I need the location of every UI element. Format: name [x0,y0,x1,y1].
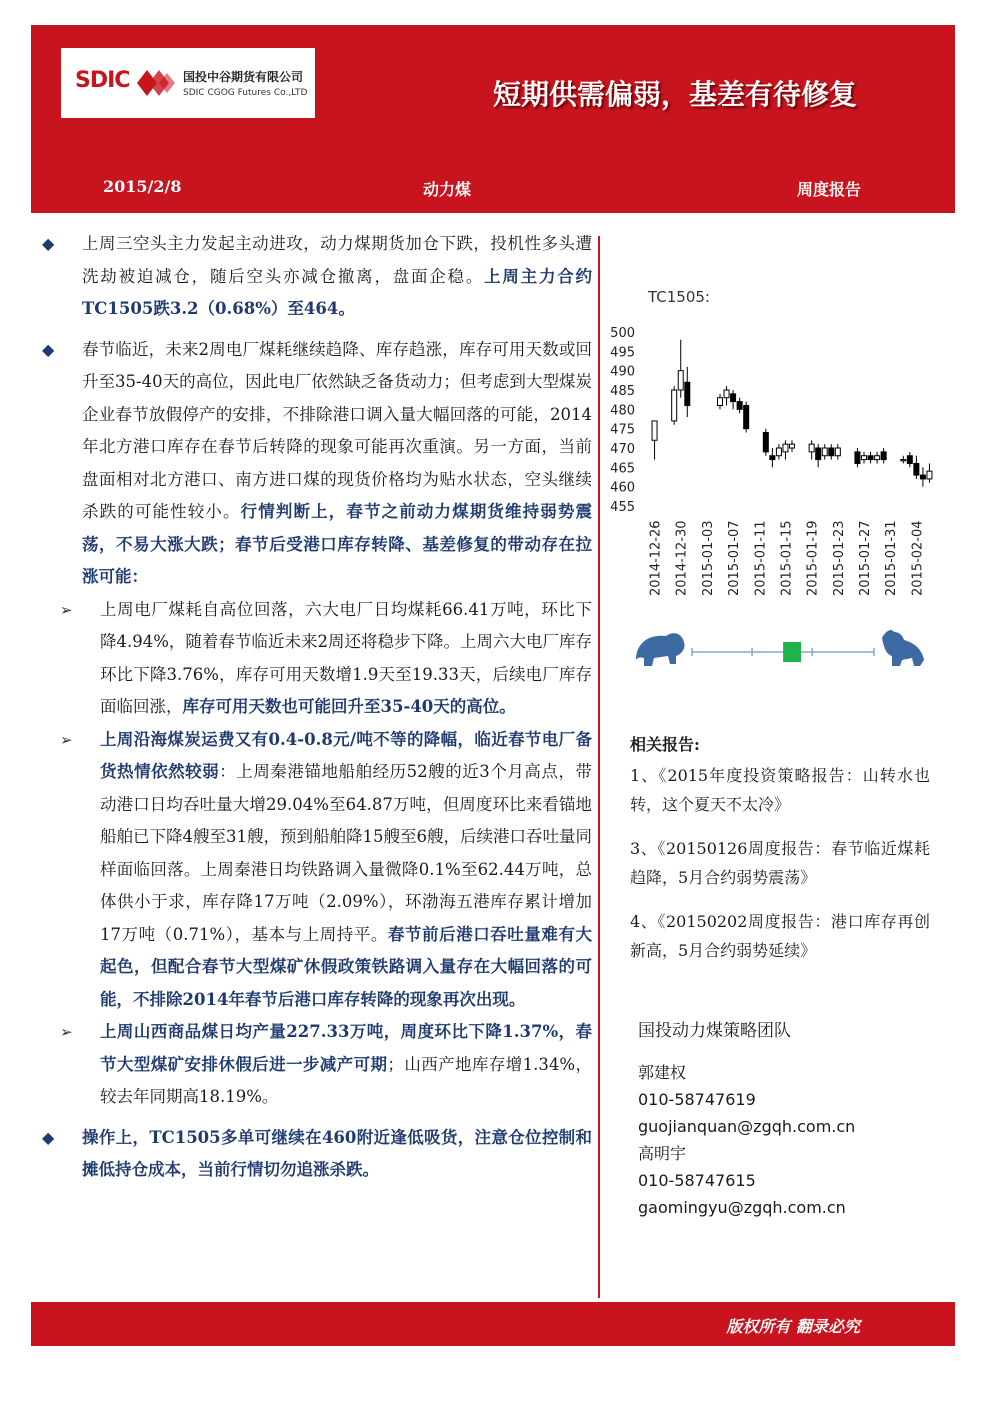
x-tick-label: 2015-01-15 [779,520,795,596]
y-tick-label: 480 [610,403,635,419]
related-report-link[interactable]: 4、《20150202周度报告：港口库存再创新高，5月合约弱势延续》 [630,912,930,960]
bear-icon [636,633,685,666]
bull-icon [882,630,924,666]
company-name-cn: 国投中谷期货有限公司 [183,70,304,84]
sentiment-marker [783,642,801,662]
x-tick-label: 2015-01-27 [858,520,873,596]
report-type: 周度报告 [797,180,862,199]
candle-body [744,405,749,428]
report-date: 2015/2/8 [103,177,182,196]
related-reports [630,730,930,980]
analyst-name: 郭建权 [638,1063,687,1082]
candle-body [862,456,867,460]
paragraph: ◆ 操作上，TC1505多单可继续在460附近逢低吸货，注意仓位控制和摊低持仓成本，当前行情切勿追涨杀跌。 [40,1122,592,1187]
analyst-phone: 010-58747619 [638,1090,756,1109]
team-title: 国投动力煤策略团队 [638,1021,791,1041]
y-tick-label: 475 [610,422,635,438]
candle-body [816,448,821,460]
main-text [40,228,592,1187]
sentiment-indicator [630,620,930,680]
report-header [31,25,955,213]
x-tick-label: 2015-01-07 [727,520,743,596]
candle-body [875,456,880,460]
x-tick-label: 2015-01-23 [831,520,847,596]
y-tick-label: 485 [610,384,635,399]
chart-title: TC1505: [648,288,710,306]
analyst-name: 高明宇 [638,1144,687,1163]
x-tick-label: 2014-12-30 [674,520,690,596]
report-category: 动力煤 [423,180,472,199]
analyst-team [638,1018,855,1221]
x-tick-label: 2015-02-04 [910,520,926,596]
y-tick-label: 490 [610,364,635,380]
paragraph: ◆ 上周三空头主力发起主动进攻，动力煤期货加仓下跌，投机性多头遭洗劫被迫减仓，随后空头亦减仓撤离，盘面企稳。上周主力合约TC1505跌3.2（0.68%）至464。 [40,228,592,326]
candle-body [737,402,742,410]
company-logo [61,48,315,118]
y-tick-label: 460 [610,480,635,496]
sub-paragraph: ➢ 上周电厂煤耗自高位回落，六大电厂日均煤耗66.41万吨，环比下降4.94%，随着春节临近未来2周还将稳步下降。上周六大电厂库存环比下降3.76%，库存可用天数增1.9天至19.33天，后续电厂库存面临回涨，库存可用天数也可能回升至35-40天的高位。 [40,594,592,724]
related-reports-title: 相关报告: [630,735,700,754]
candle-body [881,452,886,460]
candle-body [672,390,677,421]
analyst-email[interactable]: gaomingyu@zgqh.com.cn [638,1198,846,1217]
candle-body [914,463,919,475]
candle-body [731,394,736,402]
related-report-link[interactable]: 1、《2015年度投资策略报告：山转水也转，这个夏天不太冷》 [630,766,930,814]
candle-body [685,382,690,405]
y-tick-label: 500 [610,326,635,341]
candle-body [927,471,932,479]
candle-body [835,448,840,456]
x-tick-label: 2015-01-03 [700,520,716,596]
candle-body [809,444,814,452]
candle-body [790,444,795,448]
x-tick-label: 2015-01-11 [753,520,769,596]
candle-body [776,448,781,456]
report-headline: 短期供需偏弱，基差有待修复 [493,78,858,111]
candle-body [724,390,729,398]
related-report-link[interactable]: 3、《20150126周度报告：春节临近煤耗趋降，5月合约弱势震荡》 [630,839,930,887]
y-tick-label: 495 [610,345,635,361]
candle-body [907,456,912,464]
candle-body [783,444,788,452]
logo-mark-icon [137,66,177,100]
candle-body [901,460,906,461]
diamond-bullet-icon: ◆ [42,339,55,359]
candle-body [829,448,834,456]
arrow-bullet-icon: ➢ [60,1023,73,1041]
candle-body [920,475,925,479]
analyst-phone: 010-58747615 [638,1171,756,1190]
candle-body [770,456,775,460]
arrow-bullet-icon: ➢ [60,600,73,619]
y-tick-label: 470 [610,442,635,457]
diamond-bullet-icon: ◆ [42,234,55,253]
arrow-bullet-icon: ➢ [60,730,73,749]
y-tick-label: 455 [610,500,635,515]
copyright-notice: 版权所有 翻录必究 [726,1317,860,1336]
candle-body [822,448,827,456]
candle-body [652,421,657,440]
sub-paragraph: ➢ 上周沿海煤炭运费又有0.4-0.8元/吨不等的降幅，临近春节电厂备货热情依然较弱：上周秦港锚地船舶经历52艘的近3个月高点，带动港口日均吞吐量大增29.04%至64.87万吨，但周度环比来看锚地船舶已下降4艘至31艘，预到船舶降15艘至6艘，后续港口吞吐量同样面临回落。上周秦港日均铁路调入量微降0.1%至62.44万吨，总体供小于求，库存降17万吨（2.09%），环渤海五港库存累计增加17万吨（0.71%），基本与上周持平。春节前后港口吞吐量难有大起色，但配合春节大型煤矿休假政策铁路调入量存在大幅回落的可能，不排除2014年春节后港口库存转降的现象再次出现。 [40,724,592,1017]
x-tick-label: 2015-01-31 [884,520,900,596]
report-footer [31,1302,955,1346]
candle-body [763,433,768,452]
paragraph: ◆ 春节临近，未来2周电厂煤耗继续趋降、库存趋涨，库存可用天数或回升至35-40天的高位，因此电厂依然缺乏备货动力；但考虑到大型煤炭企业春节放假停产的安排，不排除港口调入量大幅回落的可能，2014年北方港口库存在春节后转降的现象可能再次重演。另一方面，当前盘面相对北方港口、南方进口煤的现货价格均为贴水状态，空头继续杀跌的可能性较小。行情判断上，春节之前动力煤期货维持弱势震荡，不易大涨大跌；春节后受港口库存转降、基差修复的带动存在拉涨可能： [40,334,592,594]
y-tick-label: 465 [610,461,635,477]
sub-paragraph: ➢ 上周山西商品煤日均产量227.33万吨，周度环比下降1.37%，春节大型煤矿安排休假后进一步减产可期；山西产地库存增1.34%，较去年同期高18.19%。 [40,1016,592,1114]
x-tick-label: 2014-12-26 [648,520,664,596]
analyst-email[interactable]: guojianquan@zgqh.com.cn [638,1117,856,1136]
tc1505-candlestick-chart [600,280,950,610]
company-name-en: SDIC CGOG Futures Co.,LTD [183,88,308,98]
candle-body [868,456,873,460]
candle-body [718,398,723,406]
x-tick-label: 2015-01-19 [805,520,821,596]
candle-body [855,452,860,464]
diamond-bullet-icon: ◆ [42,1127,55,1147]
logo-sdic-text: SDIC [75,68,130,93]
candle-body [678,371,683,390]
